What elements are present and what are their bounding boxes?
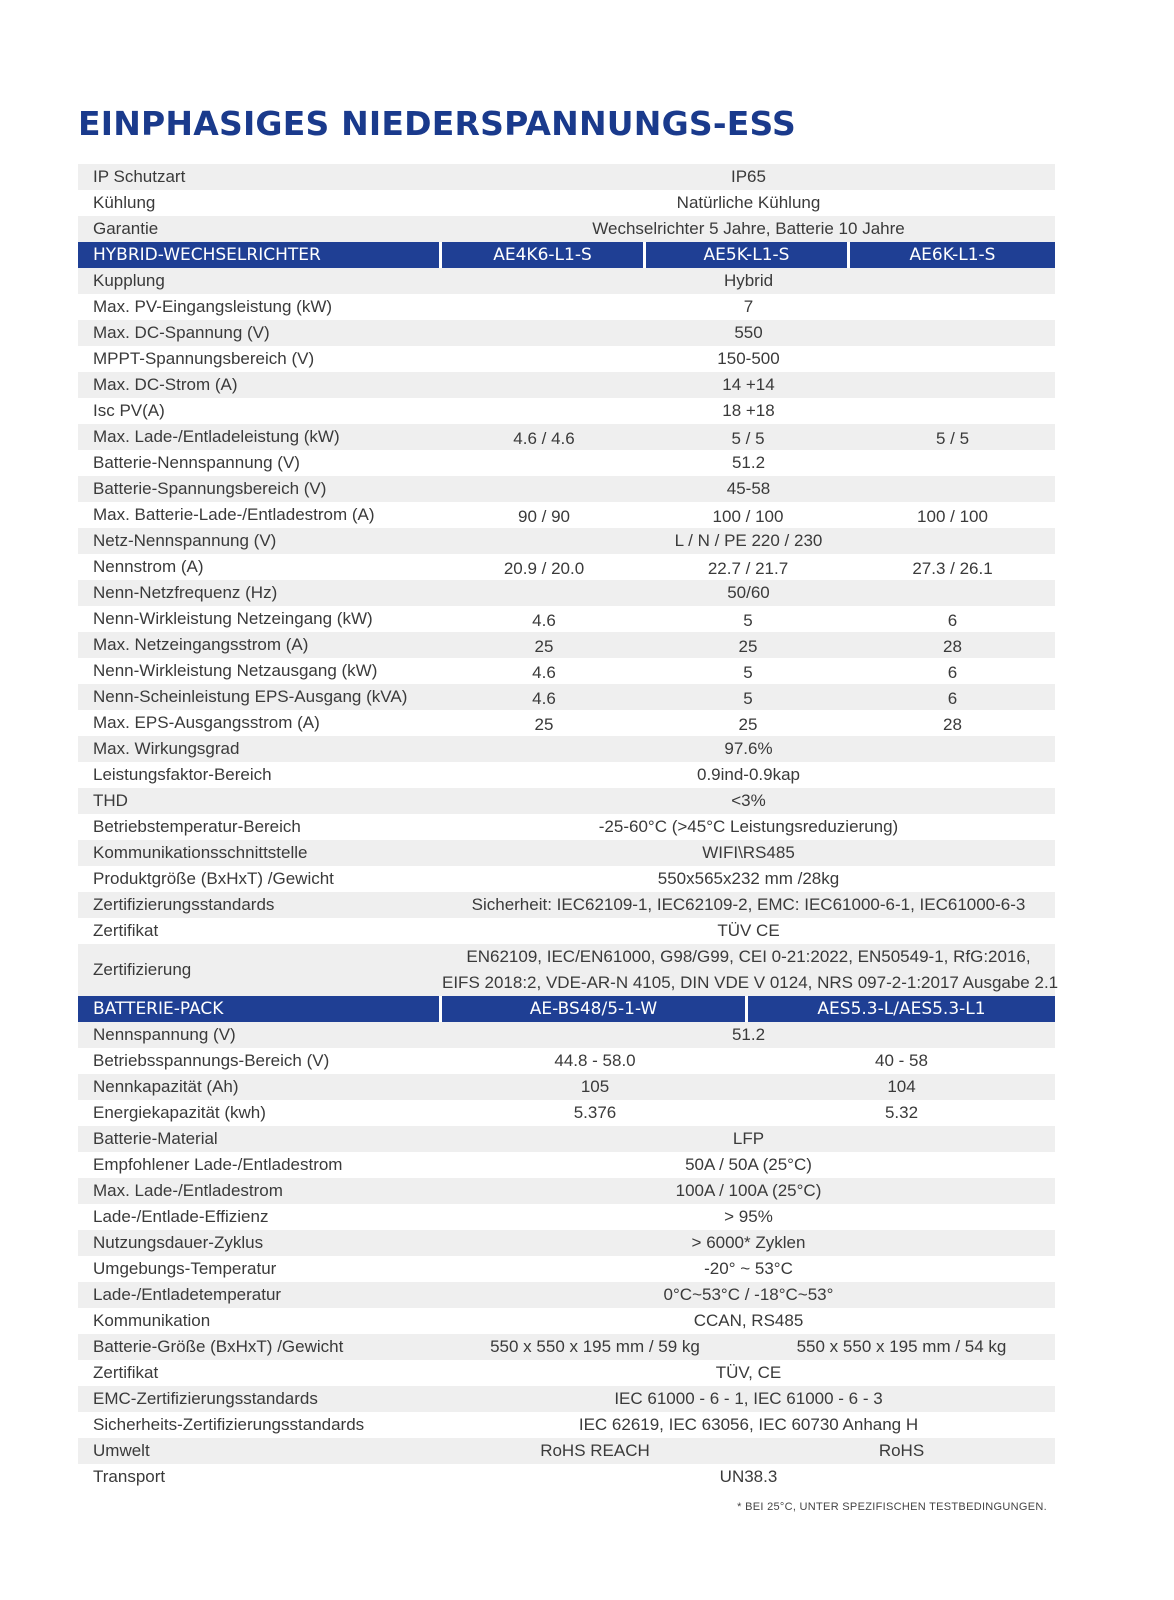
spec-row <box>78 216 1055 242</box>
spec-label: Batterie-Nennspannung (V) <box>93 453 300 472</box>
spec-value: 40 - 58 <box>875 1051 928 1070</box>
spec-value: 4.6 <box>532 611 556 630</box>
spec-label: Betriebsspannungs-Bereich (V) <box>93 1051 330 1070</box>
spec-label: EMC-Zertifizierungsstandards <box>93 1389 318 1408</box>
spec-value: RoHS REACH <box>540 1441 650 1460</box>
spec-value: 100 / 100 <box>917 507 988 526</box>
spec-row <box>78 918 1055 944</box>
spec-label: Max. Lade-/Entladeleistung (kW) <box>93 427 340 446</box>
spec-row <box>78 710 1055 736</box>
spec-label: Nenn-Scheinleistung EPS-Ausgang (kVA) <box>93 687 408 706</box>
spec-value: 100A / 100A (25°C) <box>675 1181 822 1200</box>
spec-value: 105 <box>580 1077 610 1096</box>
spec-value: 4.6 <box>532 663 556 682</box>
spec-value: 14 +14 <box>722 375 775 394</box>
spec-row <box>78 1126 1055 1152</box>
spec-value: 550x565x232 mm /28kg <box>657 869 840 888</box>
spec-label: Nutzungsdauer-Zyklus <box>93 1233 264 1252</box>
spec-value: 0.9ind-0.9kap <box>696 765 801 784</box>
spec-row <box>78 164 1055 190</box>
spec-label: Max. Wirkungsgrad <box>93 739 240 758</box>
spec-row <box>78 1386 1055 1412</box>
spec-label: Max. DC-Spannung (V) <box>93 323 270 342</box>
spec-value: 18 +18 <box>722 401 775 420</box>
spec-value: CCAN, RS485 <box>693 1311 804 1330</box>
spec-value: 4.6 / 4.6 <box>513 429 575 448</box>
spec-label: Energiekapazität (kwh) <box>93 1103 266 1122</box>
spec-value: IP65 <box>731 167 766 186</box>
spec-label: Kupplung <box>93 271 165 290</box>
spec-row <box>78 814 1055 840</box>
spec-label: Kommunikationsschnittstelle <box>93 843 308 862</box>
spec-value: > 6000* Zyklen <box>691 1233 806 1252</box>
spec-value: UN38.3 <box>719 1467 778 1486</box>
spec-row <box>78 658 1055 684</box>
spec-row <box>78 268 1055 294</box>
spec-row <box>78 580 1055 606</box>
spec-row <box>78 320 1055 346</box>
spec-value: 90 / 90 <box>518 507 570 526</box>
spec-value: 25 <box>534 715 554 734</box>
spec-label: Nenn-Netzfrequenz (Hz) <box>93 583 278 602</box>
page-title: EINPHASIGES NIEDERSPANNUNGS-ESS <box>78 104 796 143</box>
spec-label: Produktgröße (BxHxT) /Gewicht <box>93 869 334 888</box>
spec-row <box>78 1204 1055 1230</box>
spec-label: Betriebstemperatur-Bereich <box>93 817 301 836</box>
spec-label: Nennstrom (A) <box>93 557 204 576</box>
spec-label: Leistungsfaktor-Bereich <box>93 765 272 784</box>
spec-label: Garantie <box>93 219 159 238</box>
spec-row <box>78 632 1055 658</box>
spec-row <box>78 190 1055 216</box>
spec-value: 25 <box>738 715 758 734</box>
spec-row <box>78 476 1055 502</box>
spec-row <box>78 762 1055 788</box>
spec-value: > 95% <box>724 1207 773 1226</box>
spec-value: 45-58 <box>726 479 771 498</box>
spec-row <box>78 1282 1055 1308</box>
spec-label: Umgebungs-Temperatur <box>93 1259 277 1278</box>
spec-value: WIFI\RS485 <box>702 843 795 862</box>
spec-row <box>78 606 1055 632</box>
spec-row <box>78 346 1055 372</box>
spec-value: RoHS <box>878 1441 925 1460</box>
spec-row <box>78 528 1055 554</box>
spec-row <box>78 1022 1055 1048</box>
spec-value: 27.3 / 26.1 <box>912 559 993 578</box>
spec-row <box>78 1074 1055 1100</box>
spec-value: 5 <box>743 663 753 682</box>
model-column-header: AE-BS48/5-1-W <box>442 996 745 1022</box>
spec-value: -20° ~ 53°C <box>704 1259 793 1278</box>
spec-row <box>78 1360 1055 1386</box>
spec-row <box>78 398 1055 424</box>
spec-label: MPPT-Spannungsbereich (V) <box>93 349 315 368</box>
spec-value: 97.6% <box>724 739 773 758</box>
spec-label: Netz-Nennspannung (V) <box>93 531 277 550</box>
spec-row <box>78 294 1055 320</box>
spec-value: 6 <box>947 663 958 682</box>
spec-label: Max. DC-Strom (A) <box>93 375 238 394</box>
footnote: * BEI 25°C, UNTER SPEZIFISCHEN TESTBEDINGUNGEN. <box>737 1501 1047 1513</box>
spec-label: Nenn-Wirkleistung Netzausgang (kW) <box>93 661 378 680</box>
spec-value: IEC 62619, IEC 63056, IEC 60730 Anhang H <box>578 1415 919 1434</box>
spec-value: 550 <box>734 323 763 342</box>
spec-label: Zertifikat <box>93 1363 159 1382</box>
spec-label: Empfohlener Lade-/Entladestrom <box>93 1155 343 1174</box>
spec-label: IP Schutzart <box>93 167 186 186</box>
spec-value-line: EIFS 2018:2, VDE-AR-N 4105, DIN VDE V 0124, NRS 097-2-1:2017 Ausgabe 2.1 <box>442 973 1059 992</box>
spec-value: 5 <box>743 611 753 630</box>
spec-row <box>78 1256 1055 1282</box>
spec-value: Hybrid <box>723 271 774 290</box>
spec-row <box>78 944 1059 996</box>
model-column-header: AES5.3-L/AES5.3-L1 <box>748 996 1055 1022</box>
spec-value: IEC 61000 - 6 - 1, IEC 61000 - 6 - 3 <box>614 1389 883 1408</box>
spec-value: 4.6 <box>532 689 556 708</box>
spec-value: TÜV CE <box>717 921 780 940</box>
spec-label: Batterie-Material <box>93 1129 218 1148</box>
spec-row <box>78 1412 1055 1438</box>
model-column-header: AE5K-L1-S <box>646 242 847 268</box>
spec-value: 5.32 <box>884 1103 919 1122</box>
spec-row <box>78 1308 1055 1334</box>
spec-value: -25-60°C (>45°C Leistungsreduzierung) <box>598 817 899 836</box>
spec-value: 150-500 <box>717 349 780 368</box>
spec-label: Nennkapazität (Ah) <box>93 1077 239 1096</box>
spec-label: Batterie-Größe (BxHxT) /Gewicht <box>93 1337 344 1356</box>
spec-label: Max. EPS-Ausgangsstrom (A) <box>93 713 320 732</box>
spec-value: 25 <box>534 637 554 656</box>
spec-row <box>78 1334 1055 1360</box>
spec-row <box>78 788 1055 814</box>
spec-value: 25 <box>738 637 758 656</box>
spec-row <box>78 1152 1055 1178</box>
spec-value: 51.2 <box>731 1025 766 1044</box>
spec-label: Transport <box>93 1467 166 1486</box>
section-title: BATTERIE-PACK <box>78 996 439 1022</box>
spec-label: Sicherheits-Zertifizierungsstandards <box>93 1415 365 1434</box>
spec-label: Batterie-Spannungsbereich (V) <box>93 479 327 498</box>
spec-value: L / N / PE 220 / 230 <box>674 531 823 550</box>
spec-value: 550 x 550 x 195 mm / 59 kg <box>490 1337 700 1356</box>
spec-label: Zertifizierung <box>93 960 192 979</box>
spec-value: 22.7 / 21.7 <box>707 559 789 578</box>
spec-value: 550 x 550 x 195 mm / 54 kg <box>796 1337 1007 1356</box>
spec-value: 50/60 <box>727 583 770 602</box>
spec-value: 5 / 5 <box>935 429 970 448</box>
spec-label: Lade-/Entlade-Effizienz <box>93 1207 269 1226</box>
spec-row <box>78 684 1055 710</box>
spec-value: Wechselrichter 5 Jahre, Batterie 10 Jahre <box>592 219 905 238</box>
spec-value: <3% <box>731 791 766 810</box>
spec-label: Zertifikat <box>93 921 159 940</box>
spec-label: Nenn-Wirkleistung Netzeingang (kW) <box>93 609 373 628</box>
spec-value <box>442 944 1059 996</box>
spec-value: LFP <box>732 1129 765 1148</box>
spec-sheet <box>78 164 1059 1490</box>
spec-row <box>78 554 1055 580</box>
spec-row <box>78 840 1055 866</box>
spec-label: Lade-/Entladetemperatur <box>93 1285 282 1304</box>
spec-value: 6 <box>947 689 958 708</box>
spec-label: Max. Netzeingangsstrom (A) <box>93 635 309 654</box>
spec-value: TÜV, CE <box>715 1363 782 1382</box>
spec-row <box>78 1230 1055 1256</box>
spec-row <box>78 502 1055 528</box>
spec-value: 6 <box>947 611 958 630</box>
section-title: HYBRID-WECHSELRICHTER <box>78 242 439 268</box>
spec-value: 50A / 50A (25°C) <box>685 1155 812 1174</box>
spec-value: Sicherheit: IEC62109-1, IEC62109-2, EMC: IEC61000-6-1, IEC61000-6-3 <box>471 895 1026 914</box>
spec-label: Zertifizierungsstandards <box>93 895 275 914</box>
spec-value: 44.8 - 58.0 <box>554 1051 636 1070</box>
spec-value: 5 / 5 <box>731 429 765 448</box>
spec-row <box>78 1048 1055 1074</box>
spec-label: Isc PV(A) <box>93 401 165 420</box>
spec-row <box>78 1178 1055 1204</box>
spec-value: 7 <box>743 297 754 316</box>
spec-row <box>78 450 1055 476</box>
spec-label: Max. PV-Eingangsleistung (kW) <box>93 297 333 316</box>
spec-row <box>78 372 1055 398</box>
spec-row <box>78 1438 1055 1464</box>
spec-value: 28 <box>943 637 962 656</box>
spec-value: 5 <box>743 689 753 708</box>
spec-row <box>78 866 1055 892</box>
spec-label: Kommunikation <box>93 1311 211 1330</box>
spec-label: Max. Batterie-Lade-/Entladestrom (A) <box>93 505 375 524</box>
spec-label: Nennspannung (V) <box>93 1025 236 1044</box>
spec-row <box>78 892 1055 918</box>
spec-value: 51.2 <box>731 453 766 472</box>
section-header <box>78 996 1055 1022</box>
spec-value: 0°C~53°C / -18°C~53° <box>663 1285 834 1304</box>
spec-value-line: EN62109, IEC/EN61000, G98/G99, CEI 0-21:2022, EN50549-1, RfG:2016, <box>466 947 1031 966</box>
spec-value: Natürliche Kühlung <box>676 193 821 212</box>
spec-label: Umwelt <box>93 1441 150 1460</box>
spec-value: 100 / 100 <box>712 507 784 526</box>
spec-value: 5.376 <box>573 1103 617 1122</box>
spec-label: THD <box>93 791 128 810</box>
spec-label: Kühlung <box>93 193 156 212</box>
spec-row <box>78 424 1055 450</box>
spec-label: Max. Lade-/Entladestrom <box>93 1181 283 1200</box>
model-column-header: AE4K6-L1-S <box>442 242 643 268</box>
spec-value: 20.9 / 20.0 <box>503 559 585 578</box>
spec-value: 28 <box>943 715 962 734</box>
spec-value: 104 <box>887 1077 916 1096</box>
spec-row <box>78 1464 1055 1490</box>
model-column-header: AE6K-L1-S <box>850 242 1055 268</box>
spec-row <box>78 736 1055 762</box>
spec-row <box>78 1100 1055 1126</box>
section-header <box>78 242 1055 268</box>
